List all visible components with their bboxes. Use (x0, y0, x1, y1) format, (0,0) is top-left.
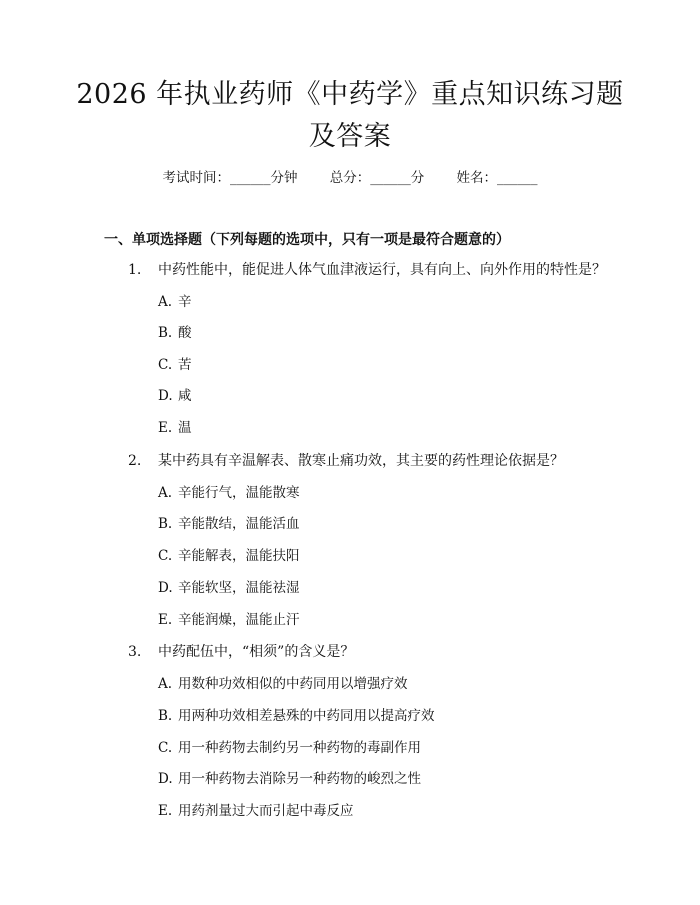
option-letter: C. (158, 740, 173, 756)
option (158, 706, 435, 726)
option (158, 738, 421, 758)
option-text: 咸 (178, 388, 192, 404)
question-text: 中药性能中，能促进人体气血津液运行，具有向上、向外作用的特性是？ (158, 262, 606, 278)
option-letter: B. (158, 516, 173, 532)
option-letter: C. (158, 548, 173, 564)
option-text: 辛能行气，温能散寒 (178, 485, 300, 501)
option-letter: B. (158, 325, 173, 341)
exam-time-field: 考试时间：______分钟 (162, 170, 298, 186)
option (158, 323, 192, 343)
question-text: 某中药具有辛温解表、散寒止痛功效，其主要的药性理论依据是？ (158, 453, 564, 469)
question-number: 2. (128, 453, 142, 469)
option (158, 610, 300, 630)
option-letter: D. (158, 771, 173, 787)
option (158, 483, 300, 503)
option-text: 用两种功效相差悬殊的中药同用以提高疗效 (178, 708, 435, 724)
option-letter: D. (158, 580, 173, 596)
option-text: 用数种功效相似的中药同用以增强疗效 (178, 676, 408, 692)
option-letter: A. (158, 294, 173, 310)
total-score-field: 总分：______分 (329, 170, 425, 186)
option-letter: D. (158, 388, 173, 404)
section-heading: 一、单项选择题（下列每题的选项中，只有一项是最符合题意的） (104, 232, 510, 248)
option-text: 辛能解表，温能扶阳 (178, 548, 300, 564)
option-text: 温 (178, 420, 192, 436)
exam-meta (0, 168, 700, 188)
option-letter: A. (158, 676, 173, 692)
option-letter: C. (158, 357, 173, 373)
option-text: 辛能散结，温能活血 (178, 516, 300, 532)
option-text: 辛能润燥，温能止汗 (178, 612, 300, 628)
option-text: 用药剂量过大而引起中毒反应 (178, 803, 354, 819)
title-line-1: 2026 年执业药师《中药学》重点知识练习题 (76, 79, 624, 110)
document-title (60, 74, 640, 158)
option (158, 292, 192, 312)
option-text: 用一种药物去消除另一种药物的峻烈之性 (178, 771, 421, 787)
question-3 (128, 642, 354, 662)
option (158, 546, 300, 566)
option (158, 578, 300, 598)
option-letter: A. (158, 485, 173, 501)
option (158, 418, 192, 438)
question-2 (128, 451, 564, 471)
option-text: 辛 (178, 294, 192, 310)
question-number: 1. (128, 262, 142, 278)
option-letter: E. (158, 612, 173, 628)
option-letter: E. (158, 803, 173, 819)
option (158, 386, 192, 406)
name-field: 姓名：______ (456, 170, 538, 186)
option-text: 辛能软坚，温能祛湿 (178, 580, 300, 596)
title-line-2: 及答案 (308, 121, 392, 152)
option-letter: E. (158, 420, 173, 436)
option-text: 酸 (178, 325, 192, 341)
option-text: 用一种药物去制约另一种药物的毒副作用 (178, 740, 421, 756)
option (158, 514, 300, 534)
option (158, 769, 421, 789)
option (158, 355, 192, 375)
question-1 (128, 260, 606, 280)
question-number: 3. (128, 644, 142, 660)
option-text: 苦 (178, 357, 192, 373)
option (158, 801, 354, 821)
option-letter: B. (158, 708, 173, 724)
question-text: 中药配伍中，“相须”的含义是？ (158, 644, 355, 660)
option (158, 674, 408, 694)
